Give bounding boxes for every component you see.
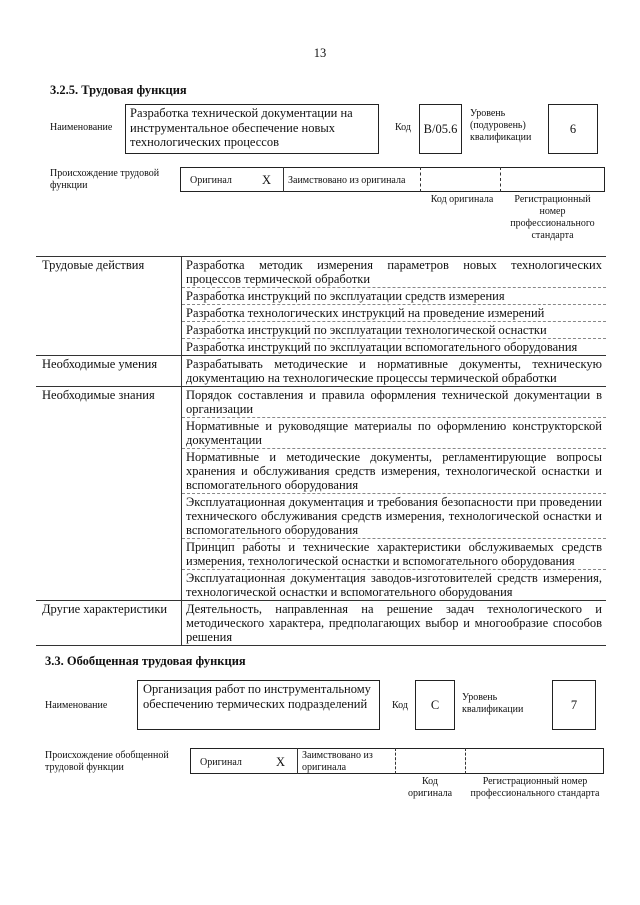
row-item-text: Деятельность, направленная на решение задач технологического и методического характера, предполагающих выбор и многообразие способов решения — [182, 601, 607, 646]
function-name-box-2 — [137, 680, 380, 730]
original-label: Оригинал — [190, 175, 232, 186]
code-value-2: С — [430, 698, 440, 712]
function-name-box — [125, 104, 379, 154]
row-item-text: Принцип работы и технические характеристики обслуживаемых средств измерения, технологической оснастки и вспомогательного оборудования — [182, 539, 607, 570]
page-number: 13 — [313, 46, 327, 60]
section-heading-2: 3.3. Обобщенная трудовая функция — [45, 654, 246, 668]
name-label-2: Наименование — [45, 700, 108, 711]
code-label-2: Код — [392, 700, 408, 711]
divider — [297, 748, 298, 774]
divider — [283, 167, 284, 192]
level-box-2 — [552, 680, 596, 730]
origin-label-2: Происхождение обобщенной трудовой функции — [45, 750, 169, 773]
function-name-value-2: Организация работ по инструментальному обеспечению термических подразделений — [143, 682, 371, 711]
row-group-label: Другие характеристики — [36, 601, 182, 646]
row-item-text: Эксплуатационная документация и требования безопасности при проведении технического обслуживания средств измерения, технологической оснастки и вспомогательного оборудования — [182, 494, 607, 539]
row-group-label: Необходимые знания — [36, 387, 182, 601]
row-item-text: Разработка инструкций по эксплуатации средств измерения — [182, 288, 607, 305]
code-box-2 — [415, 680, 455, 730]
row-item-text: Нормативные и методические документы, регламентирующие вопросы хранения и обслуживания средств измерения, технологической оснастки и вспомогательного оборудования — [182, 449, 607, 494]
level-label-2: Уровень квалификации — [462, 692, 524, 715]
row-group-label: Трудовые действия — [36, 257, 182, 356]
original-mark: X — [262, 173, 272, 187]
origin-row-2 — [190, 748, 604, 774]
reg-number-label-2: Регистрационный номер профессионального стандарта — [470, 776, 600, 799]
row-item-text: Разработка методик измерения параметров новых технологических процессов термической обработки — [182, 257, 607, 288]
divider — [395, 748, 396, 774]
code-original-label-2: Код оригинала — [407, 776, 453, 799]
code-original-label: Код оригинала — [430, 194, 494, 205]
row-item-text: Порядок составления и правила оформления технической документации в организации — [182, 387, 607, 418]
row-item-text: Разработка технологических инструкций на проведение измерений — [182, 305, 607, 322]
code-box — [419, 104, 462, 154]
reg-number-label: Регистрационный номер профессионального стандарта — [510, 194, 595, 241]
level-value-2: 7 — [570, 698, 578, 712]
row-group-label: Необходимые умения — [36, 356, 182, 387]
origin-label: Происхождение трудовой функции — [50, 168, 160, 191]
table-row — [36, 601, 606, 646]
table-row — [36, 257, 606, 288]
level-value: 6 — [569, 122, 577, 136]
divider — [420, 167, 421, 192]
borrowed-label: Заимствовано из оригинала — [288, 175, 406, 186]
function-details-table — [36, 256, 606, 646]
divider — [500, 167, 501, 192]
table-row — [36, 356, 606, 387]
row-item-text: Эксплуатационная документация заводов-изготовителей средств измерения, технологической оснастки и вспомогательного оборудования — [182, 570, 607, 601]
row-item-text: Разработка инструкций по эксплуатации технологической оснастки — [182, 322, 607, 339]
section-heading: 3.2.5. Трудовая функция — [50, 83, 187, 97]
row-item-text: Нормативные и руководящие материалы по оформлению конструкторской документации — [182, 418, 607, 449]
function-name-value: Разработка технической документации на инструментальное обеспечение новых технологических процессов — [130, 106, 353, 149]
level-label: Уровень (подуровень) квалификации — [470, 108, 532, 143]
code-value: В/05.6 — [423, 122, 458, 136]
borrowed-label-2: Заимствовано из оригинала — [302, 750, 373, 773]
original-label-2: Оригинал — [200, 757, 242, 768]
divider — [465, 748, 466, 774]
code-label: Код — [395, 122, 411, 133]
original-mark-2: X — [276, 755, 286, 769]
row-item-text: Разрабатывать методические и нормативные документы, техническую документацию на технологические процессы термической обработки — [182, 356, 607, 387]
row-item-text: Разработка инструкций по эксплуатации вспомогательного оборудования — [182, 339, 607, 356]
level-box — [548, 104, 598, 154]
name-label: Наименование — [50, 122, 113, 133]
table-row — [36, 387, 606, 418]
